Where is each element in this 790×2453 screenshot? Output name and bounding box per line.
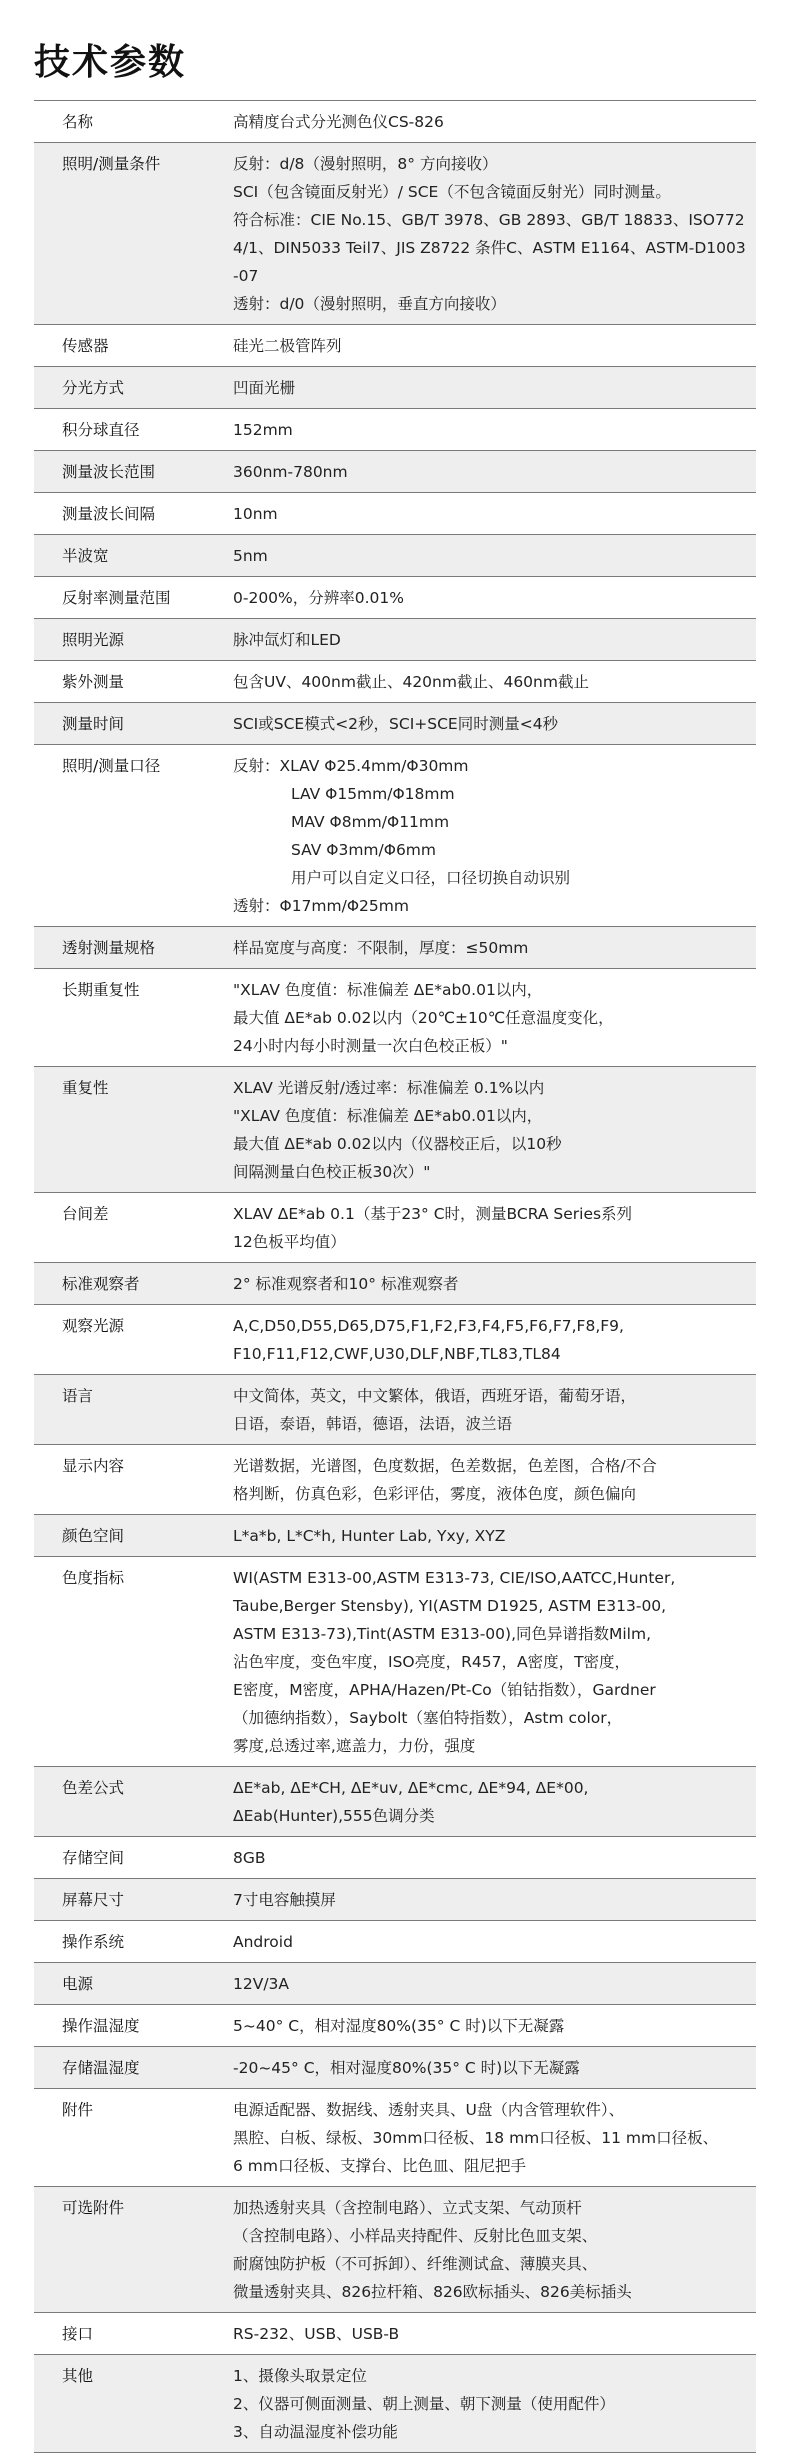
spec-value [219,101,756,143]
spec-value-line: 24小时内每小时测量一次白色校正板）" [233,1037,508,1055]
spec-value-line: -20~45° C，相对湿度80%(35° C 时)以下无凝露 [233,2059,580,2077]
spec-row [34,535,756,577]
spec-label: 名称 [34,101,219,143]
spec-label: 接口 [34,2313,219,2355]
spec-label: 存储空间 [34,1837,219,1879]
spec-label: 长期重复性 [34,969,219,1067]
spec-value [219,535,756,577]
spec-row [34,577,756,619]
spec-value [219,1263,756,1305]
spec-value-line: RS-232、USB、USB-B [233,2325,400,2343]
spec-row [34,1445,756,1515]
spec-value-line: 电源适配器、数据线、透射夹具、U盘（内含管理软件）、 [233,2101,625,2119]
spec-value [219,1557,756,1767]
spec-label: 标准观察者 [34,1263,219,1305]
spec-value-line: 符合标准：CIE No.15、GB/T 3978、GB 2893、GB/T 18833、ISO7724/1、DIN5033 Teil7、JIS Z8722 条件C、ASTM E1164、ASTM-D1003-07 [233,211,746,285]
spec-value-line: 12V/3A [233,1975,290,1993]
spec-label: 照明/测量口径 [34,745,219,927]
spec-value [219,325,756,367]
spec-value-line: 152mm [233,421,293,439]
spec-value [219,409,756,451]
spec-value [219,661,756,703]
spec-value-line: 2° 标准观察者和10° 标准观察者 [233,1275,459,1293]
spec-row [34,1963,756,2005]
spec-row [34,2355,756,2453]
spec-value-line: 透射：Φ17mm/Φ25mm [233,897,409,915]
spec-value-line: 微量透射夹具、826拉杆箱、826欧标插头、826美标插头 [233,2283,632,2301]
spec-value [219,577,756,619]
spec-value [219,2355,756,2453]
spec-row [34,2047,756,2089]
spec-label: 分光方式 [34,367,219,409]
spec-value-line: A,C,D50,D55,D65,D75,F1,F2,F3,F4,F5,F6,F7,F8,F9, [233,1317,624,1335]
spec-value [219,2047,756,2089]
spec-value-line: 脉冲氙灯和LED [233,631,341,649]
spec-label: 测量波长间隔 [34,493,219,535]
spec-row [34,2005,756,2047]
spec-label: 紫外测量 [34,661,219,703]
spec-value-line: 最大值 ΔE*ab 0.02以内（仪器校正后，以10秒 [233,1135,562,1153]
spec-value [219,1067,756,1193]
spec-label: 存储温湿度 [34,2047,219,2089]
spec-label: 色度指标 [34,1557,219,1767]
spec-row [34,619,756,661]
spec-value [219,1963,756,2005]
spec-value [219,1837,756,1879]
spec-value-line: LAV Φ15mm/Φ18mm [291,785,455,803]
spec-value-line: 高精度台式分光测色仪CS-826 [233,113,444,131]
spec-row [34,1767,756,1837]
spec-label: 可选附件 [34,2187,219,2313]
spec-label: 色差公式 [34,1767,219,1837]
spec-row [34,1067,756,1193]
spec-value [219,451,756,493]
spec-value-line: 样品宽度与高度：不限制，厚度：≤50mm [233,939,529,957]
spec-label: 传感器 [34,325,219,367]
spec-value-line: SCI或SCE模式<2秒，SCI+SCE同时测量<4秒 [233,715,559,733]
spec-label: 台间差 [34,1193,219,1263]
spec-value-line: ASTM E313-73),Tint(ASTM E313-00),同色异谱指数Milm, [233,1625,652,1643]
spec-row [34,703,756,745]
spec-value-line: SAV Φ3mm/Φ6mm [291,841,437,859]
spec-row [34,1193,756,1263]
spec-value [219,927,756,969]
spec-row [34,451,756,493]
spec-row [34,2187,756,2313]
spec-value-line: ΔE*ab, ΔE*CH, ΔE*uv, ΔE*cmc, ΔE*94, ΔE*00, [233,1779,589,1797]
spec-value [219,745,756,927]
spec-value [219,143,756,325]
spec-value [219,2313,756,2355]
spec-value-line: 5nm [233,547,268,565]
spec-value [219,2089,756,2187]
spec-row [34,1921,756,1963]
spec-value [219,2005,756,2047]
spec-value [219,703,756,745]
spec-table [34,100,756,2453]
spec-label: 观察光源 [34,1305,219,1375]
spec-row [34,101,756,143]
spec-value-line: 2、仪器可侧面测量、朝上测量、朝下测量（使用配件） [233,2395,615,2413]
spec-value-line: SCI（包含镜面反射光）/ SCE（不包含镜面反射光）同时测量。 [233,183,671,201]
spec-value [219,1921,756,1963]
spec-row [34,2313,756,2355]
page-title: 技术参数 [34,42,187,83]
spec-value [219,1193,756,1263]
spec-label: 屏幕尺寸 [34,1879,219,1921]
spec-label: 照明/测量条件 [34,143,219,325]
spec-value [219,2187,756,2313]
spec-value-line: 透射：d/0（漫射照明，垂直方向接收） [233,295,506,313]
spec-value [219,1515,756,1557]
spec-value-line: 反射：XLAV Φ25.4mm/Φ30mm [233,757,469,775]
spec-row [34,1837,756,1879]
spec-value-line: 雾度,总透过率,遮盖力，力份，强度 [233,1737,476,1755]
spec-value-line: 1、摄像头取景定位 [233,2367,367,2385]
spec-value-line: E密度，M密度，APHA/Hazen/Pt-Co（铂钴指数），Gardner [233,1681,656,1699]
spec-value [219,969,756,1067]
spec-label: 测量波长范围 [34,451,219,493]
spec-value-line: L*a*b, L*C*h, Hunter Lab, Yxy, XYZ [233,1527,506,1545]
spec-row [34,409,756,451]
spec-value-line: XLAV 光谱反射/透过率：标准偏差 0.1%以内 [233,1079,545,1097]
spec-row [34,969,756,1067]
spec-label: 颜色空间 [34,1515,219,1557]
spec-row [34,1879,756,1921]
spec-value-line: MAV Φ8mm/Φ11mm [291,813,450,831]
spec-value-line: 日语，泰语，韩语，德语，法语，波兰语 [233,1415,513,1433]
spec-value-line: 用户可以自定义口径，口径切换自动识别 [291,869,571,887]
spec-label: 显示内容 [34,1445,219,1515]
spec-value [219,1879,756,1921]
spec-label: 测量时间 [34,703,219,745]
spec-value [219,367,756,409]
spec-label: 照明光源 [34,619,219,661]
spec-row [34,745,756,927]
spec-value-line: 耐腐蚀防护板（不可拆卸）、纤维测试盒、薄膜夹具、 [233,2255,598,2273]
spec-value [219,1767,756,1837]
spec-value-line: "XLAV 色度值：标准偏差 ΔE*ab0.01以内， [233,981,543,999]
spec-row [34,927,756,969]
spec-value [219,1375,756,1445]
spec-row [34,1557,756,1767]
spec-value-line: WI(ASTM E313-00,ASTM E313-73, CIE/ISO,AATCC,Hunter, [233,1569,676,1587]
spec-value [219,1305,756,1375]
spec-value-line: （加德纳指数），Saybolt（塞伯特指数），Astm color， [233,1709,623,1727]
spec-value-line: Android [233,1933,293,1951]
spec-value-line: 包含UV、400nm截止、420nm截止、460nm截止 [233,673,589,691]
spec-value-line: 硅光二极管阵列 [233,337,342,355]
spec-label: 电源 [34,1963,219,2005]
spec-value-line: 加热透射夹具（含控制电路）、立式支架、气动顶杆 [233,2199,582,2217]
spec-label: 附件 [34,2089,219,2187]
spec-value-line: 光谱数据，光谱图，色度数据，色差数据，色差图，合格/不合 [233,1457,657,1475]
spec-value-line: Taube,Berger Stensby), YI(ASTM D1925, ASTM E313-00, [233,1597,667,1615]
spec-row [34,1263,756,1305]
spec-row [34,1305,756,1375]
spec-row [34,367,756,409]
spec-label: 其他 [34,2355,219,2453]
spec-row [34,493,756,535]
spec-label: 操作温湿度 [34,2005,219,2047]
spec-value-line: 360nm-780nm [233,463,348,481]
spec-label: 透射测量规格 [34,927,219,969]
spec-value-line: 最大值 ΔE*ab 0.02以内（20℃±10℃任意温度变化， [233,1009,614,1027]
spec-value-line: 黑腔、白板、绿板、30mm口径板、18 mm口径板、11 mm口径板、 [233,2129,719,2147]
spec-label: 操作系统 [34,1921,219,1963]
spec-value [219,619,756,661]
spec-value-line: 3、自动温湿度补偿功能 [233,2423,398,2441]
spec-row [34,2089,756,2187]
spec-row [34,1515,756,1557]
spec-value-line: 5~40° C，相对湿度80%(35° C 时)以下无凝露 [233,2017,565,2035]
spec-label: 半波宽 [34,535,219,577]
spec-value-line: 7寸电容触摸屏 [233,1891,336,1909]
spec-value [219,1445,756,1515]
spec-label: 反射率测量范围 [34,577,219,619]
spec-value-line: "XLAV 色度值：标准偏差 ΔE*ab0.01以内， [233,1107,543,1125]
spec-value-line: 间隔测量白色校正板30次）" [233,1163,431,1181]
spec-value-line: XLAV ΔE*ab 0.1（基于23° C时，测量BCRA Series系列 [233,1205,633,1223]
spec-row [34,661,756,703]
spec-value-line: 8GB [233,1849,266,1867]
spec-label: 重复性 [34,1067,219,1193]
spec-value-line: ΔEab(Hunter),555色调分类 [233,1807,435,1825]
spec-value-line: 凹面光栅 [233,379,296,397]
spec-value-line: 10nm [233,505,278,523]
spec-value-line: 中文简体，英文，中文繁体，俄语，西班牙语，葡萄牙语， [233,1387,637,1405]
spec-row [34,1375,756,1445]
spec-value-line: 沾色牢度，变色牢度，ISO亮度，R457，A密度，T密度， [233,1653,631,1671]
spec-label: 积分球直径 [34,409,219,451]
spec-value-line: 6 mm口径板、支撑台、比色皿、阻尼把手 [233,2157,526,2175]
spec-row [34,143,756,325]
spec-value [219,493,756,535]
spec-value-line: 格判断，仿真色彩，色彩评估，雾度，液体色度，颜色偏向 [233,1485,637,1503]
spec-value-line: 反射：d/8（漫射照明，8° 方向接收） [233,155,498,173]
spec-label: 语言 [34,1375,219,1445]
spec-value-line: 12色板平均值） [233,1233,346,1251]
spec-value-line: 0-200%，分辨率0.01% [233,589,405,607]
spec-value-line: F10,F11,F12,CWF,U30,DLF,NBF,TL83,TL84 [233,1345,561,1363]
spec-value-line: （含控制电路）、小样品夹持配件、反射比色皿支架、 [233,2227,598,2245]
spec-row [34,325,756,367]
